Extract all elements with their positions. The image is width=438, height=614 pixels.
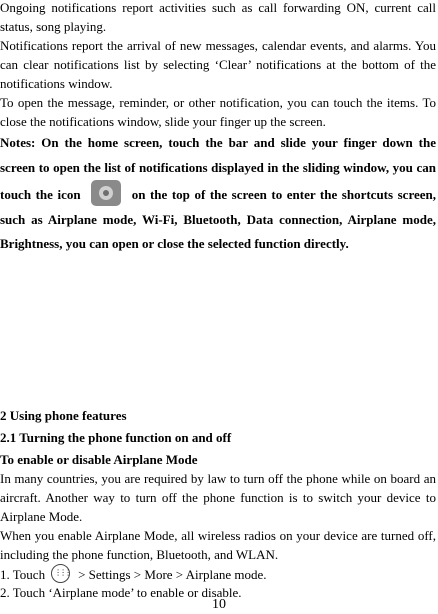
step-2: 2. Touch ‘Airplane mode’ to enable or disable.	[0, 585, 242, 600]
chapter-heading: 2 Using phone features	[0, 408, 127, 423]
topic-heading: To enable or disable Airplane Mode	[0, 452, 198, 467]
notes-text-part1: Notes: On the home screen, touch the bar and slide your finger down the screen to open the list of notifications displayed in the sliding window, you can touch the icon	[0, 135, 436, 202]
paragraph-notifications-arrival: Notifications report the arrival of new messages, calendar events, and alarms. You can clear notifications list by selecting ‘Clear’ notifications at the bottom of the notifications window.	[0, 38, 436, 91]
notes-paragraph	[0, 131, 436, 257]
apps-icon	[51, 564, 70, 583]
paragraph-open-notification: To open the message, reminder, or other notification, you can touch the items. To close the notifications window, slide your finger up the screen.	[0, 95, 436, 129]
settings-shortcut-icon	[91, 180, 121, 206]
page-number: 10	[212, 597, 226, 612]
notes-text-part2: on the top of the screen to enter the shortcuts screen, such as Airplane mode, Wi-Fi, Bluetooth, Data connection, Airplane mode, Brightness, you can open or close the selected function directly.	[0, 187, 436, 251]
subsection-heading: 2.1 Turning the phone function on and off	[0, 430, 232, 445]
step-1	[0, 564, 267, 584]
step-1-suffix: > Settings > More > Airplane mode.	[78, 567, 267, 582]
paragraph-airplane-law: In many countries, you are required by law to turn off the phone while on board an aircraft. Another way to turn off the phone function is to switch your device to Airplane Mode.	[0, 471, 436, 524]
paragraph-airplane-effects: When you enable Airplane Mode, all wireless radios on your device are turned off, including the phone function, Bluetooth, and WLAN.	[0, 528, 436, 562]
paragraph-ongoing-notifications: Ongoing notifications report activities such as call forwarding ON, current call status, song playing.	[0, 0, 436, 34]
step-1-prefix: 1. Touch	[0, 567, 46, 582]
